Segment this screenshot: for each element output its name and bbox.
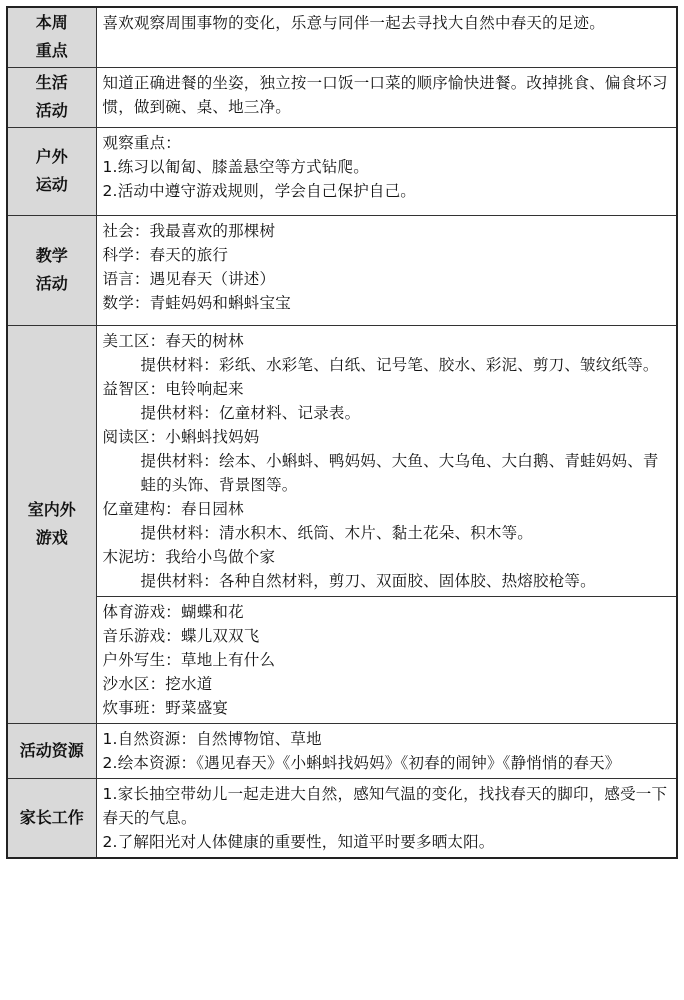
game-materials: 提供材料：彩纸、水彩笔、白纸、记号笔、胶水、彩泥、剪刀、皱纹纸等。 — [140, 355, 659, 374]
label-line: 户外 — [35, 147, 68, 166]
content-life-activities — [96, 67, 677, 127]
content-parent-work — [96, 778, 677, 858]
game-area: 阅读区：小蝌蚪找妈妈 — [102, 427, 260, 446]
label-line: 活动资源 — [19, 740, 84, 760]
label-line: 本周 — [35, 13, 68, 33]
label-life-activities — [7, 67, 96, 127]
focus-text: 喜欢观察周围事物的变化，乐意与同伴一起去寻找大自然中春天的足迹。 — [102, 14, 605, 32]
label-line: 运动 — [35, 175, 68, 194]
row-games-outdoor — [7, 596, 677, 723]
label-weekly-focus — [7, 7, 96, 67]
game-area: 亿童建构：春日园林 — [102, 499, 244, 518]
label-line: 教学 — [35, 246, 68, 265]
game-area: 美工区：春天的树林 — [102, 331, 244, 350]
weekly-plan-table — [6, 6, 678, 859]
row-games-indoor — [7, 325, 677, 596]
content-games-indoor — [96, 325, 677, 596]
teaching-line: 数学：青蛙妈妈和蝌蚪宝宝 — [102, 293, 291, 312]
row-activity-resources — [7, 723, 677, 778]
row-weekly-focus — [7, 7, 677, 67]
row-outdoor-exercise — [7, 127, 677, 215]
row-parent-work — [7, 778, 677, 858]
game-materials: 提供材料：各种自然材料，剪刀、双面胶、固体胶、热熔胶枪等。 — [140, 571, 596, 590]
row-life-activities — [7, 67, 677, 127]
resource-line: 1.自然资源：自然博物馆、草地 — [102, 729, 322, 748]
label-line: 游戏 — [35, 528, 68, 547]
content-teaching-activities — [96, 215, 677, 325]
resource-line: 2.绘本资源：《遇见春天》《小蝌蚪找妈妈》《初春的闹钟》《静悄悄的春天》 — [102, 753, 621, 772]
game-materials: 提供材料：清水积木、纸筒、木片、黏土花朵、积木等。 — [140, 523, 534, 542]
parent-line: 2.了解阳光对人体健康的重要性，知道平时要多晒太阳。 — [102, 832, 495, 851]
outdoor-line: 2.活动中遵守游戏规则，学会自己保护自己。 — [102, 181, 416, 200]
label-line: 活动 — [35, 101, 68, 120]
game-materials: 提供材料：亿童材料、记录表。 — [140, 403, 361, 422]
label-line: 活动 — [35, 274, 68, 293]
teaching-line: 社会：我最喜欢的那棵树 — [102, 221, 276, 240]
label-teaching-activities — [7, 215, 96, 325]
game-area: 木泥坊：我给小鸟做个家 — [102, 547, 276, 566]
outdoor-line: 观察重点： — [102, 133, 182, 152]
label-line: 生活 — [35, 73, 68, 92]
outdoor-game: 体育游戏：蝴蝶和花 — [102, 602, 244, 621]
content-games-outdoor — [96, 596, 677, 723]
label-line: 家长工作 — [19, 807, 84, 827]
teaching-line: 科学：春天的旅行 — [102, 245, 229, 264]
label-activity-resources — [7, 723, 96, 778]
outdoor-game: 户外写生：草地上有什么 — [102, 650, 276, 669]
parent-line: 1.家长抽空带幼儿一起走进大自然，感知气温的变化，找找春天的脚印，感受一下春天的气息。 — [102, 784, 668, 827]
outdoor-game: 炊事班：野菜盛宴 — [102, 698, 229, 717]
content-activity-resources — [96, 723, 677, 778]
game-area: 益智区：电铃响起来 — [102, 379, 244, 398]
row-teaching-activities — [7, 215, 677, 325]
label-line: 重点 — [35, 41, 68, 61]
life-text: 知道正确进餐的坐姿，独立按一口饭一口菜的顺序愉快进餐。改掉挑食、偏食坏习惯，做到碗、桌、地三净。 — [102, 73, 668, 116]
label-games — [7, 325, 96, 723]
teaching-line: 语言：遇见春天（讲述） — [102, 269, 276, 288]
outdoor-game: 沙水区：挖水道 — [102, 674, 213, 693]
label-line: 室内外 — [27, 500, 76, 519]
outdoor-game: 音乐游戏：蝶儿双双飞 — [102, 626, 260, 645]
label-parent-work — [7, 778, 96, 858]
content-outdoor-exercise — [96, 127, 677, 215]
label-outdoor-exercise — [7, 127, 96, 215]
game-materials: 提供材料：绘本、小蝌蚪、鸭妈妈、大鱼、大乌龟、大白鹅、青蛙妈妈、青蛙的头饰、背景图等。 — [140, 451, 659, 494]
content-weekly-focus — [96, 7, 677, 67]
outdoor-line: 1.练习以匍匐、膝盖悬空等方式钻爬。 — [102, 157, 369, 176]
